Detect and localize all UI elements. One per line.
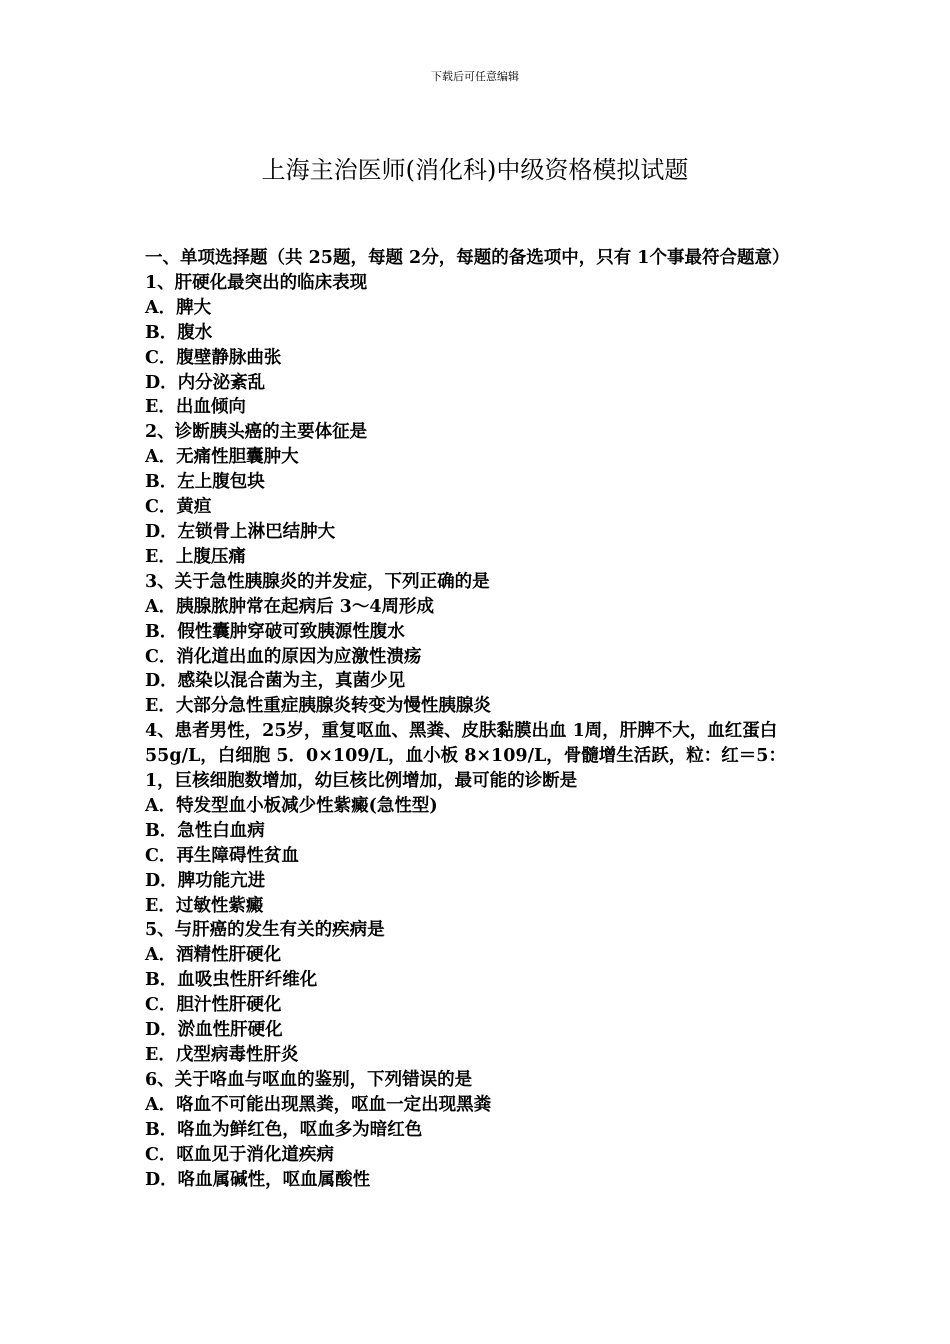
question-3 (145, 570, 810, 719)
option-c: C．呕血见于消化道疾病 (145, 1144, 334, 1165)
option-c: C．黄疸 (145, 497, 212, 518)
option-b: B．咯血为鲜红色，呕血多为暗红色 (145, 1119, 423, 1140)
exam-content (145, 246, 810, 1192)
option-b: B．急性白血病 (145, 820, 265, 841)
option-c: C．消化道出血的原因为应激性溃疡 (145, 646, 422, 667)
option-b: B．假性囊肿穿破可致胰源性腹水 (145, 621, 405, 642)
question-5 (145, 918, 810, 1067)
question-stem: 3、关于急性胰腺炎的并发症，下列正确的是 (145, 571, 490, 592)
option-e: E．过敏性紫癜 (145, 895, 264, 916)
option-d: D．左锁骨上淋巴结肿大 (145, 521, 336, 542)
option-d: D．内分泌紊乱 (145, 372, 266, 393)
option-c: C．腹壁静脉曲张 (145, 347, 282, 368)
option-a: A．胰腺脓肿常在起病后 3～4周形成 (145, 596, 435, 617)
option-d: D．咯血属碱性，呕血属酸性 (145, 1169, 371, 1190)
option-c: C．再生障碍性贫血 (145, 845, 299, 866)
option-c: C．胆汁性肝硬化 (145, 995, 282, 1016)
question-6 (145, 1068, 810, 1193)
option-b: B．左上腹包块 (145, 472, 265, 493)
option-b: B．腹水 (145, 322, 213, 343)
option-a: A．酒精性肝硬化 (145, 945, 282, 966)
document-title: 上海主治医师(消化科)中级资格模拟试题 (261, 156, 689, 184)
question-4 (145, 719, 810, 918)
question-stem: 2、诊断胰头癌的主要体征是 (145, 422, 368, 443)
option-d: D．脾功能亢进 (145, 870, 266, 891)
section-heading: 一、单项选择题（共 25题，每题 2分，每题的备选项中，只有 1个事最符合题意） (145, 248, 790, 268)
option-d: D．淤血性肝硬化 (145, 1020, 283, 1041)
option-a: A．脾大 (145, 297, 212, 318)
option-e: E．出血倾向 (145, 397, 246, 418)
option-d: D．感染以混合菌为主，真菌少见 (145, 671, 406, 692)
option-e: E．上腹压痛 (145, 546, 246, 567)
question-stem: 5、与肝癌的发生有关的疾病是 (145, 920, 385, 941)
option-a: A．特发型血小板减少性紫癜(急性型) (145, 795, 438, 816)
question-2 (145, 420, 810, 569)
question-1 (145, 271, 810, 420)
header-note: 下载后可任意编辑 (431, 70, 519, 83)
question-stem: 6、关于咯血与呕血的鉴别，下列错误的是 (145, 1069, 473, 1090)
option-b: B．血吸虫性肝纤维化 (145, 970, 318, 991)
question-stem: 4、患者男性，25岁，重复呕血、黑粪、皮肤黏膜出血 1周，肝脾不大，血红蛋白 55g/L，白细胞 5．0×109/L，血小板 8×109/L，骨髓增生活跃，粒：红＝5：1，巨核细胞数增加，幼巨核比例增加，最可能的诊断是 (145, 721, 786, 792)
option-e: E．戊型病毒性肝炎 (145, 1045, 299, 1065)
option-e: E．大部分急性重症胰腺炎转变为慢性胰腺炎 (145, 696, 491, 717)
option-a: A．无痛性胆囊肿大 (145, 447, 299, 468)
question-stem: 1、肝硬化最突出的临床表现 (145, 272, 368, 293)
option-a: A．咯血不可能出现黑粪，呕血一定出现黑粪 (145, 1094, 492, 1115)
